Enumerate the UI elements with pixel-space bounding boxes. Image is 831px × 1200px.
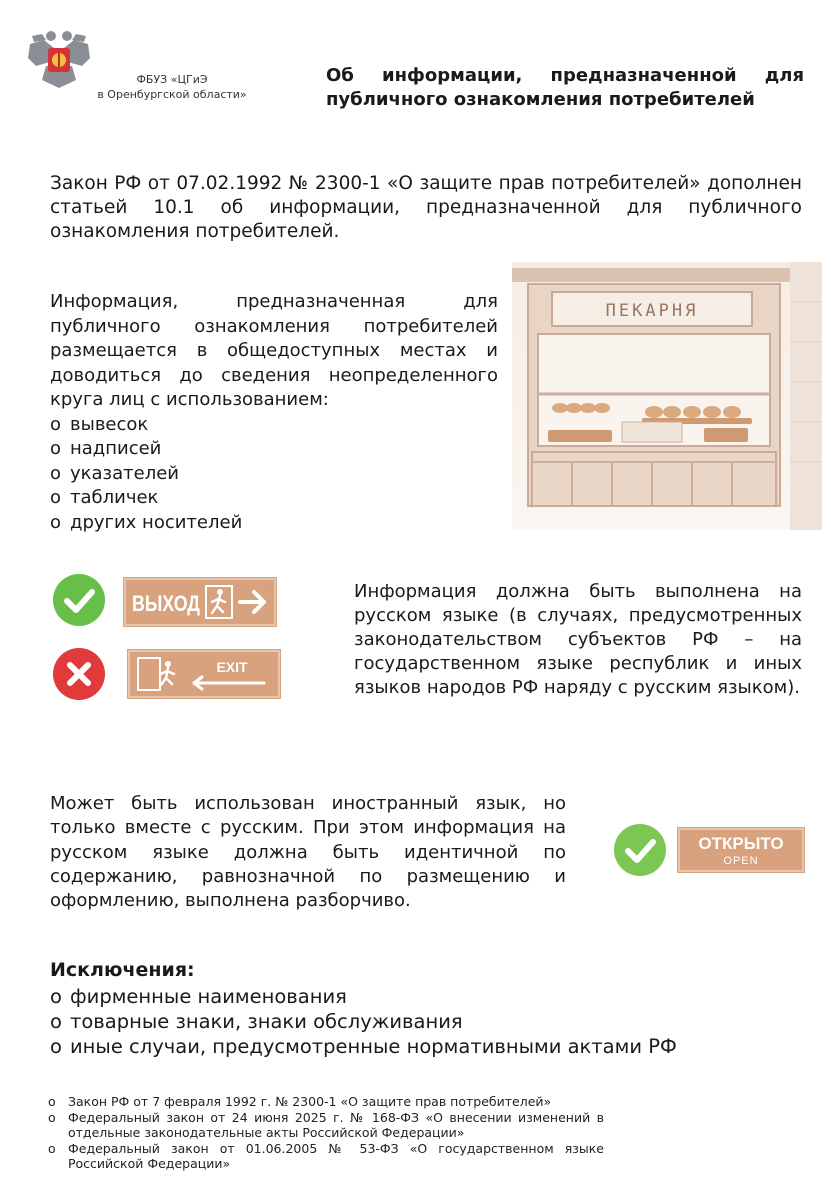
info-block	[50, 290, 498, 535]
exceptions-list	[50, 984, 770, 1059]
list-item: o фирменные наименования	[50, 984, 770, 1009]
list-item: o товарные знаки, знаки обслуживания	[50, 1009, 770, 1034]
list-item: o табличек	[50, 486, 498, 511]
exit-sign-russian	[124, 578, 276, 626]
running-man-icon	[206, 586, 232, 618]
exit-sign-text: EXIT	[216, 659, 248, 675]
reference-item: o Федеральный закон от 24 июня 2025 г. № 168-ФЗ «О внесении изменений в отдельные законодательные акты Российской Федерации»	[48, 1110, 604, 1141]
references-list	[48, 1094, 604, 1172]
org-line-1: ФБУЗ «ЦГиЭ	[136, 73, 208, 86]
list-item: o вывесок	[50, 413, 498, 438]
bakery-illustration	[512, 262, 822, 530]
list-item: o надписей	[50, 437, 498, 462]
exceptions-title: Исключения:	[50, 959, 195, 981]
list-item: o иные случаи, предусмотренные нормативными актами РФ	[50, 1034, 770, 1059]
list-item: o других носителей	[50, 511, 498, 536]
coat-of-arms-emblem	[24, 26, 94, 92]
check-icon	[614, 824, 666, 876]
reference-item: o Закон РФ от 7 февраля 1992 г. № 2300-1 «О защите прав потребителей»	[48, 1094, 604, 1110]
list-item: o указателей	[50, 462, 498, 487]
org-line-2: в Оренбургской области»	[97, 88, 247, 101]
check-icon	[53, 574, 105, 626]
open-sign-english: OPEN	[723, 855, 759, 867]
page-title: Об информации, предназначенной для публичного ознакомления потребителей	[326, 65, 804, 110]
exit-sign-english	[128, 650, 280, 698]
arrow-left-icon	[194, 677, 264, 689]
reference-item: o Федеральный закон от 01.06.2005 № 53-ФЗ «О государственном языке Российской Федерации»	[48, 1141, 604, 1172]
open-sign-russian: ОТКРЫТО	[698, 834, 784, 853]
info-text: Информация, предназначенная для публичного ознакомления потребителей размещается в общедоступных местах и доводиться до сведения неопределенного круга лиц с использованием:	[50, 291, 498, 410]
info-list	[50, 413, 498, 536]
vyhod-sign-text: ВЫХОД	[132, 591, 201, 616]
open-sign	[678, 828, 804, 872]
arrow-right-icon	[240, 592, 264, 612]
exit-door-icon	[138, 658, 174, 690]
bakery-sign-text: ПЕКАРНЯ	[605, 301, 699, 321]
organization-name	[92, 72, 252, 102]
language-paragraph: Информация должна быть выполнена на русском языке (в случаях, предусмотренных законодательством субъектов РФ – на государственном языке республик и иных языков народов РФ наряду с русским языком).	[354, 581, 802, 698]
cross-icon	[53, 648, 105, 700]
foreign-language-paragraph: Может быть использован иностранный язык, но только вместе с русским. При этом информация на русском языке должна быть идентичной по содержанию, равнозначной по размещению и оформлению, выполнена разборчиво.	[50, 793, 566, 912]
intro-paragraph: Закон РФ от 07.02.1992 № 2300-1 «О защите прав потребителей» дополнен статьей 10.1 об информации, предназначенной для публичного ознакомления потребителей.	[50, 173, 802, 242]
